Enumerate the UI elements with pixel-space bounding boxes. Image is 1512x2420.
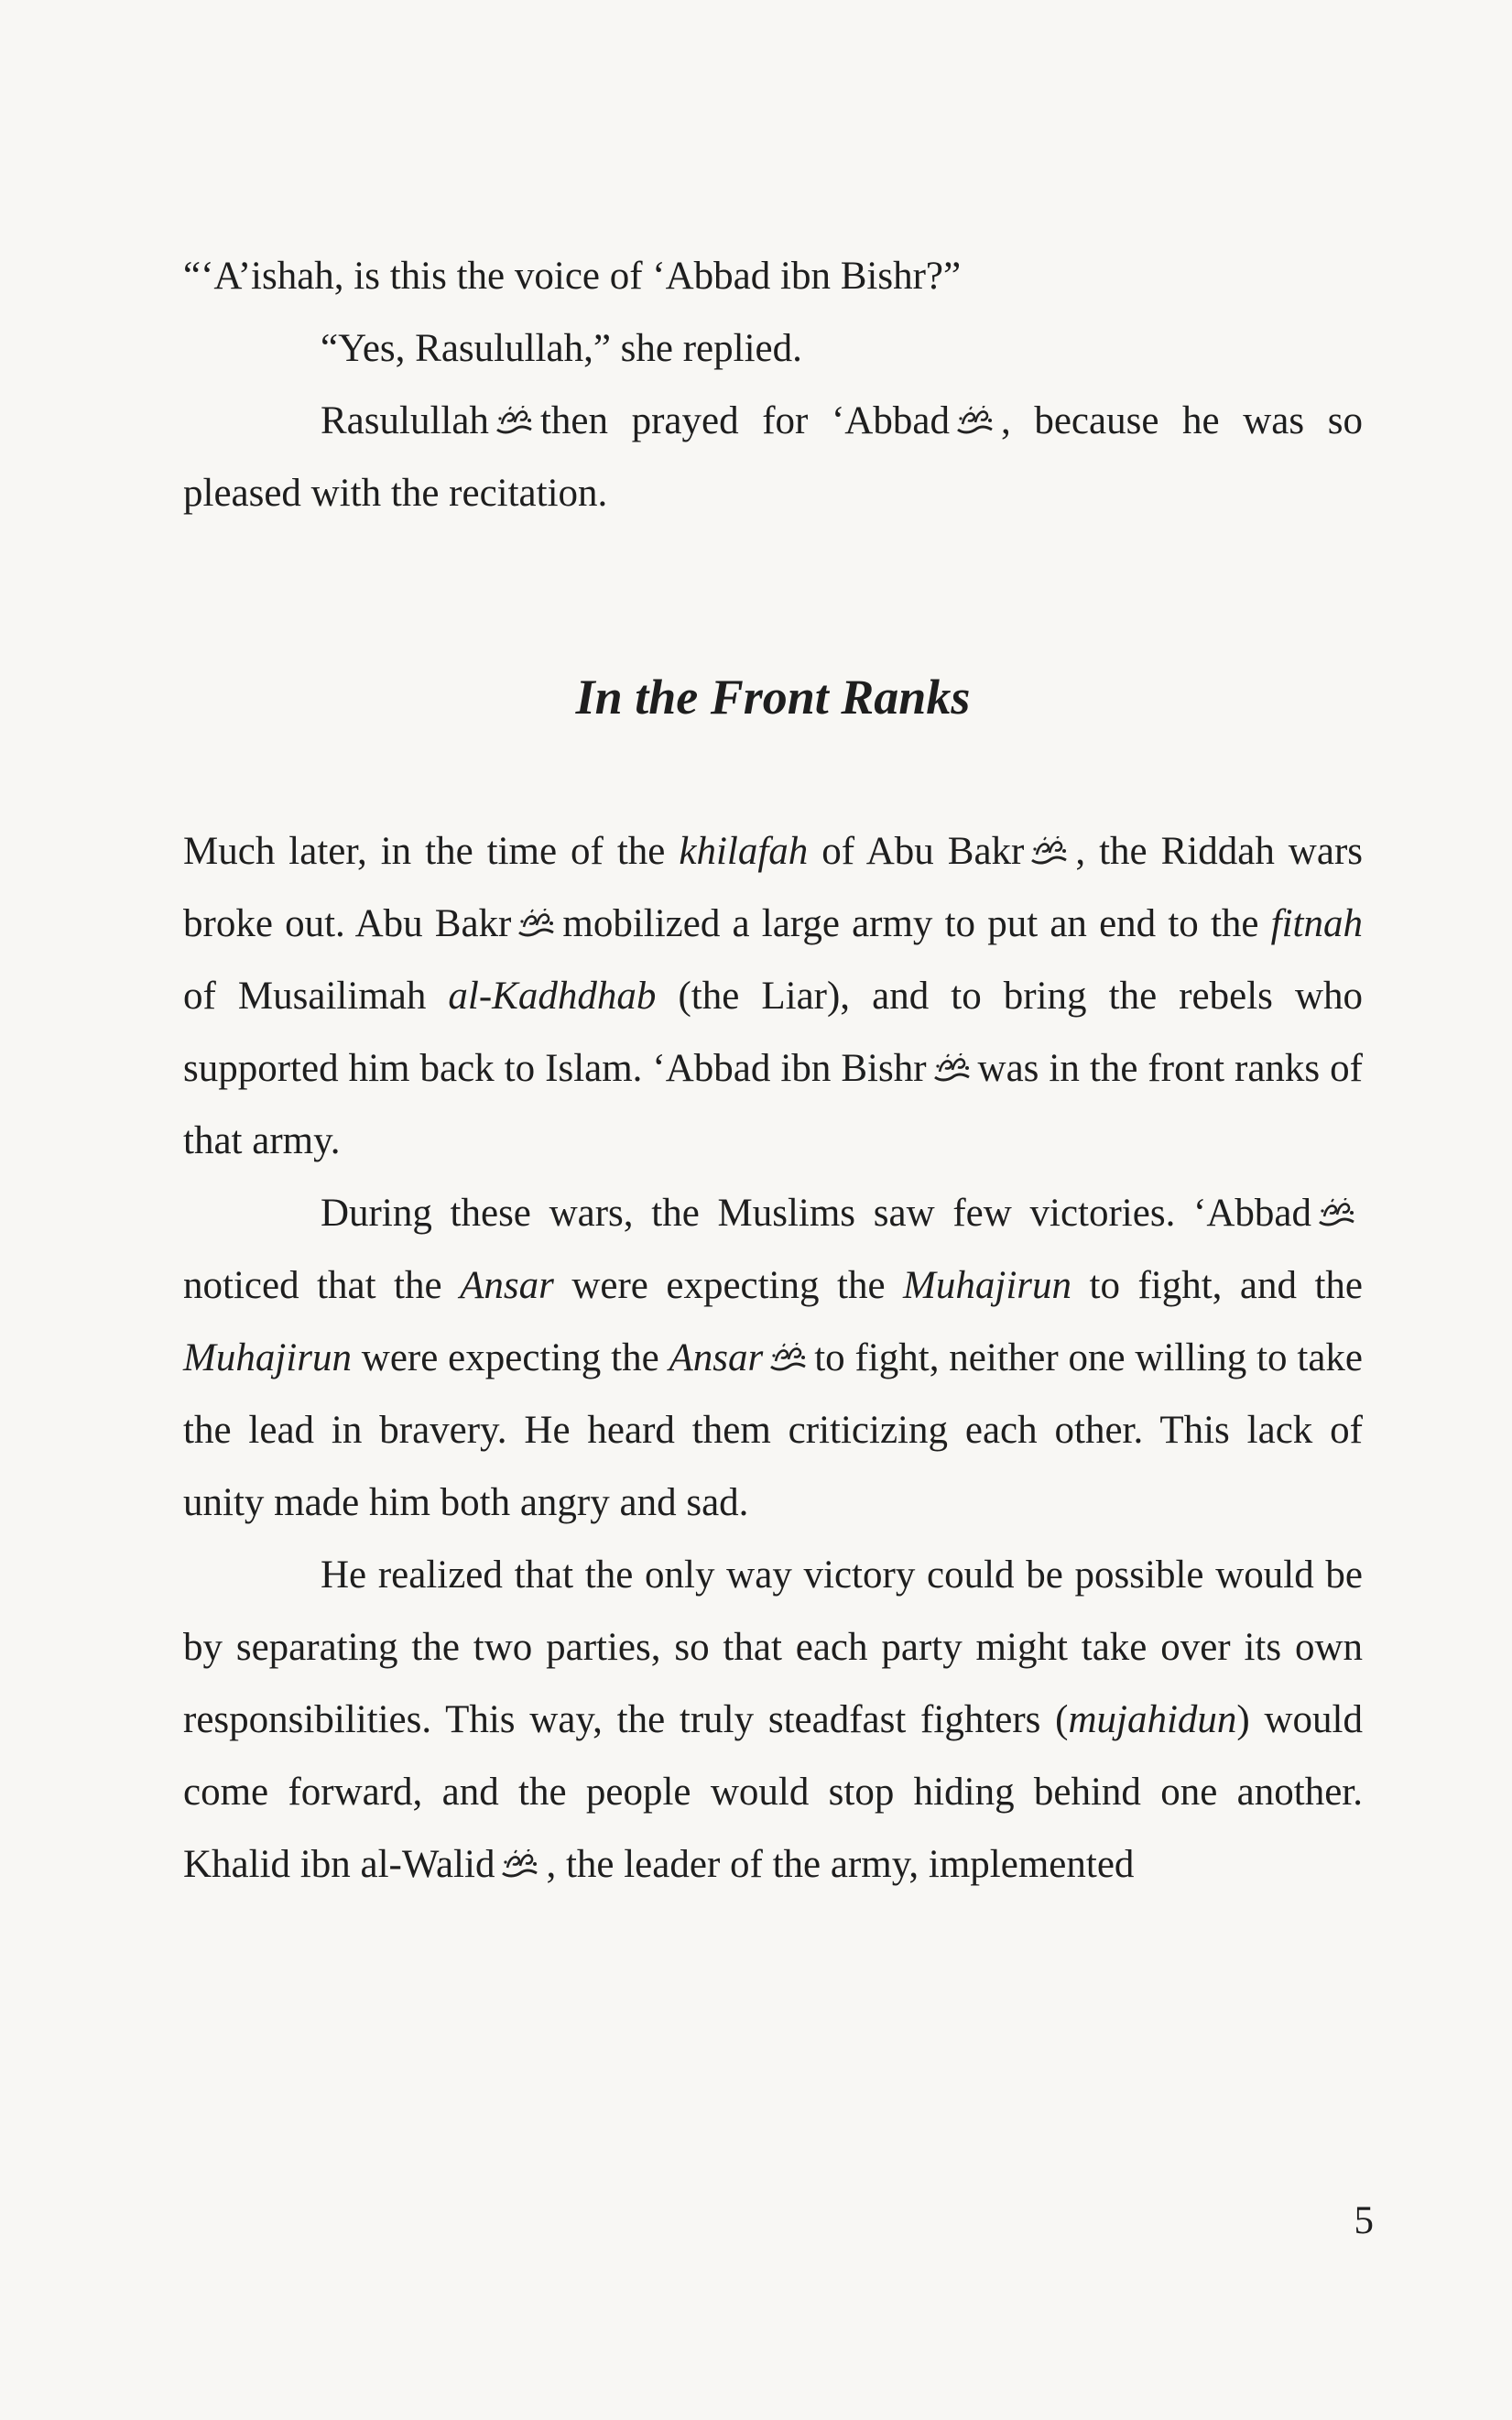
honorific-calligraphy-icon — [500, 1849, 540, 1880]
honorific-calligraphy-icon — [932, 1053, 973, 1085]
honorific-calligraphy-icon — [495, 406, 535, 437]
paragraph-1: “‘A’ishah, is this the voice of ‘Abbad ibn Bishr?” — [183, 255, 962, 298]
section-heading: In the Front Ranks — [575, 670, 971, 725]
opening-dialogue — [183, 240, 1363, 529]
page-number: 5 — [1354, 2199, 1374, 2242]
honorific-calligraphy-icon — [517, 909, 557, 940]
paragraph-3: Rasulullah then prayed for ‘Abbad , because he was so pleased with the recitation. — [183, 399, 1363, 515]
paragraph-6: He realized that the only way victory could be possible would be by separating the two parties, so that each party might take over its own responsibilities. This way, the truly steadfast fighters (mujahidun) would come forward, and the people would stop hiding behind one another. Khalid ibn al-Walid , the leader of the army, implemented — [183, 1553, 1363, 1886]
honorific-calligraphy-icon — [1317, 1198, 1357, 1229]
paragraph-4: Much later, in the time of the khilafah of Abu Bakr , the Riddah wars broke out. Abu Bakr mobilized a large army to put an end to the fitnah of Musailimah al-Kadhdhab (the Liar), and to bring the rebels who supported him back to Islam. ‘Abbad ibn Bishr was in the front ranks of that army. — [183, 830, 1364, 1162]
honorific-calligraphy-icon — [1029, 836, 1070, 867]
paragraph-5: During these wars, the Muslims saw few victories. ‘Abbad noticed that the Ansar were expecting the Muhajirun to fight, and the Muhajirun were expecting the Ansar to fight, neither one willing to take the lead in bravery. He heard them criticizing each other. This lack of unity made him both angry and sad. — [183, 1192, 1364, 1524]
honorific-calligraphy-icon — [768, 1343, 809, 1374]
body-text — [183, 815, 1363, 1901]
honorific-calligraphy-icon — [955, 406, 995, 437]
paragraph-2: “Yes, Rasulullah,” she replied. — [321, 327, 802, 370]
